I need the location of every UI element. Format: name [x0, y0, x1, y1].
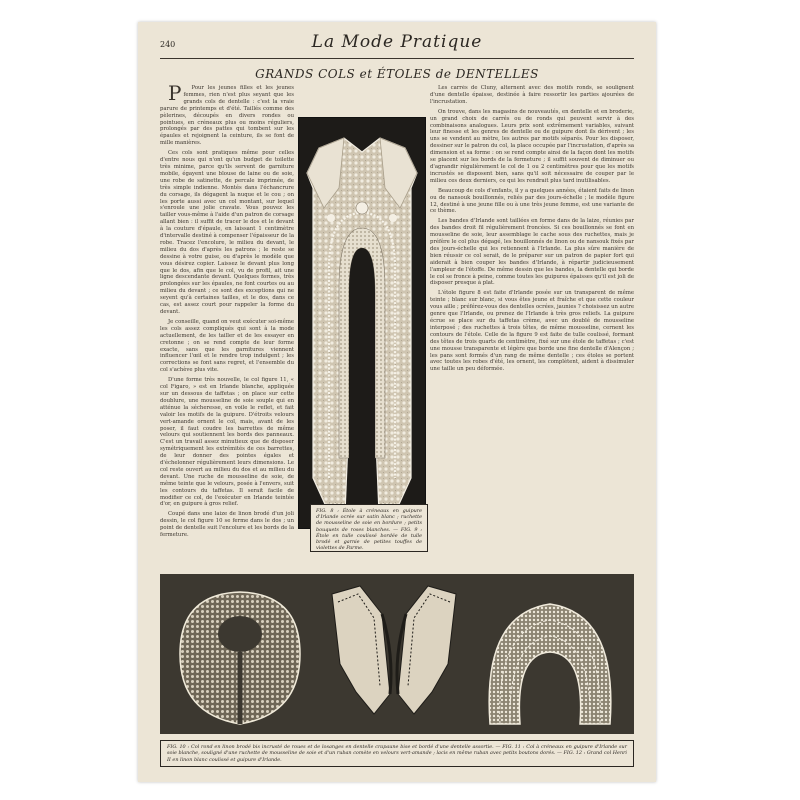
paragraph: Je conseille, quand on veut exécuter soi-même les cols assez compliqués qui sont à la mode actuellement, de les tailler et de les essayer en cretonne ; on se rend compte de leur forme exacte, sans que les garnitures viennent influencer l'œil et le rendre trop indulgent ; les corrections se font sans regret, et l'ensemble du col s'achève plus vite. [160, 318, 294, 374]
magazine-title: La Mode Pratique [311, 32, 483, 52]
figure-10-collar [180, 592, 300, 724]
page-number: 240 [160, 40, 176, 49]
paragraph: Coupé dans une laize de linon brodé d'un joli dessin, le col figure 10 se ferme dans le dos ; un point de dentelle suit l'encolure et les bords de la fermeture. [160, 511, 294, 539]
text-column-left [160, 85, 294, 569]
paragraph: On trouve, dans les magasins de nouveautés, en dentelle et en broderie, un grand choix de carrés ou de ronds qui peuvent servir à des combinaisons analogues. Leurs prix sont extrêmement variables, suivant leur finesse et les genres de dentelle ou de guipure dont ils dérivent ; les uns se vendent au mètre, les autres par motifs séparés. Pour les disposer, dessiner sur le patron du col, la place occupée par l'incrustation, d'après sa dimension et sa forme : on se rend compte ainsi de la façon dont les motifs se placent sur les bords de la fermeture ; il suffit souvent de diminuer ou d'agrandir régulièrement le col de 1 ou 2 centimètres pour que les motifs incrustés se disposent bien, sans qu'il soit nécessaire de couper par le milieu ces deux derniers, ce qui les rendrait plus tard inutilisables. [430, 108, 634, 184]
drop-cap: P [168, 85, 182, 105]
article-title: GRANDS COLS et ÉTOLES de DENTELLES [255, 67, 539, 81]
magazine-page [138, 22, 656, 782]
paragraph: Les carrés de Cluny, alternent avec des motifs ronds, se soulignent d'une dentelle épaisse, destinée à faire ressortir les parties ajourées de l'incrustation. [430, 85, 634, 105]
stole-illustration [299, 118, 425, 528]
collars-photograph [160, 574, 634, 734]
paragraph: Ces cols sont pratiques même pour celles d'entre nous qui n'ont qu'un budget de toilette très minime, parce qu'ils servent de garniture mobile, égayent une blouse de laine ou de soie, une robe de satinette, de percale imprimée, de très simple indienne. Montés dans l'échancrure du corsage, ils dégagent la nuque et le cou ; on les porte aussi avec un col montant, sur lequel s'enroule une jolie cravate. Vous pouvez les tailler vous-même à l'aide d'un patron de corsage allant bien : il suffit de tracer le dos et le devant à la couture d'épaule, en laissant 1 centimètre d'intervalle destiné à compenser l'épaisseur de la robe. Tracez l'encolure, le milieu du devant, le milieu du dos d'après les patrons ; le reste se dessine à votre guise, ou d'après le modèle que vous désirez copier. Laissez le devant plus long que le dos, afin que le col, vu de profil, ait une ligne descendante devant. Quelques formes, très prolongées sur les épaules, ne font courtes ou au milieu du devant ; ce sont des exceptions qui ne seyent qu'à certaines tailles, et le dos, dans ce cas, est assez court pour rappeler la forme du devant. [160, 150, 294, 315]
paragraph: D'une forme très nouvelle, le col figure 11, « col Figaro, » est en Irlande blanche, appliquée sur un dessous de taffetas ; on place sur cette doublure, une mousseline de soie souple qui en atténue la sécheresse, en voile le reflet, et fait valoir les motifs de la guipure. D'étroits velours vert-amande ornent le col, mais, avant de les poser, il faut coudre les barrettes de même velours qui soutiennent les bords des panneaux. C'est un travail assez minutieux que de disposer symétriquement les extrémités de ces barrettes, de leur donner des pointes égales et d'échelonner régulièrement leurs dimensions. Le col reste ouvert au milieu du dos et au milieu du devant. Une ruche de mousseline de soie, de même teinte que le velours, posée à l'envers, suit les contours du taffetas. Il serait facile de modifier ce col, de l'exécuter en Irlande teintée d'or, en guipure à gros relief. [160, 377, 294, 508]
page-header [160, 32, 634, 58]
paragraph: L'étole figure 8 est faite d'Irlande posée sur un transparent de même teinte ; blanc sur blanc, si vous êtes jeune et fraîche et que cette couleur vous aille ; préférez-vous des dentelles ocrées, jaunies ? choisissez un autre genre que l'Irlande, ou prenez de l'Irlande à très gros reliefs. La guipure écrue se place sur du taffetas crème, avec un doublé de mousseline interposé ; des ruchettes à trois têtes, de même mousseline, cernent les contours de l'étole. Celle de la figure 9 est faite de tulle coulissé, formant des têtes de trois quarts de centimètre, fixé sur une étole de taffetas ; c'est une mousse transparente et légère que borde une fine dentelle d'Alençon ; les pans sont formés d'un rang de même dentelle ; ces étoles se portent avec toutes les robes d'été, les ornent, les complètent, aident à dissimuler une taille un peu déformée. [430, 290, 634, 373]
header-rule [160, 58, 634, 59]
paragraph: P Pour les jeunes filles et les jeunes femmes, rien n'est plus seyant que les grands cols de dentelle : c'est la vraie parure de printemps et d'été. Taillés comme des pèlerines, découpés en divers rondes ou pointues, en créneaux plus ou moins réguliers, prolongés par des pattes qui tombent sur les épaules et rejoignent la ceinture, ils se font de mille manières. [160, 85, 294, 147]
stole-photograph [298, 117, 426, 529]
figures-10-12-caption: FIG. 10 : Col rond en linon brodé bis incrusté de roues et de losanges en dentelle crapaune bise et bordé d'une dentelle assortie. — FIG. 11 : Col à créneaux en guipure d'Irlande sur soie blanche, souligné d'une ruchette de mousseline de soie et d'un ruban comète en velours vert-amande ; lacis en même ruban avec petits boutons dorés. — FIG. 12 : Grand col Henri II en linon blanc coulissé et guipure d'Irlande. [160, 740, 634, 767]
figure-8-caption: FIG. 8 : Étole à créneaux en guipure d'Irlande ocrée sur satin blanc ; ruchette de mousseline de soie en bordure ; petits bouquets de roses blanches. — FIG. 9 : Étole en tulle coulissé bordée de tulle brodé et garnie de petites touffes de violettes de Parme. [310, 504, 428, 552]
paragraph: Beaucoup de cols d'enfants, il y a quelques années, étaient faits de linon ou de nansouk bouillonnés, reliés par des jours-échelle ; le modèle figure 12, destiné à une jeune fille ou à une très jeune femme, est une variante de ce thème. [430, 187, 634, 215]
text-column-right [430, 85, 634, 569]
paragraph: Les bandes d'Irlande sont taillées en forme dans de la laize, réunies par des bandes droit fil régulièrement froncées. Si ces bouillonnés se font en mousseline de soie, leur assemblage le cache sous des ruchettes, mais je préfère le col plus dégagé, les bouillonnés de linon ou de nansouk fixés par des jours-échelle qui les retiennent à l'Irlande. La plus sûre manière de bien réussir ce col serait, de le préparer sur un patron de papier fort qui aiderait à bien couper les bandes d'Irlande, à répartir judicieusement l'ampleur de l'étoffe. De même dessin que les bandes, la dentelle qui borde le col se fronce à peine, comme toutes les guipures épaisses qu'il est joli de disposer presque à plat. [430, 218, 634, 287]
collars-illustration [160, 574, 634, 734]
